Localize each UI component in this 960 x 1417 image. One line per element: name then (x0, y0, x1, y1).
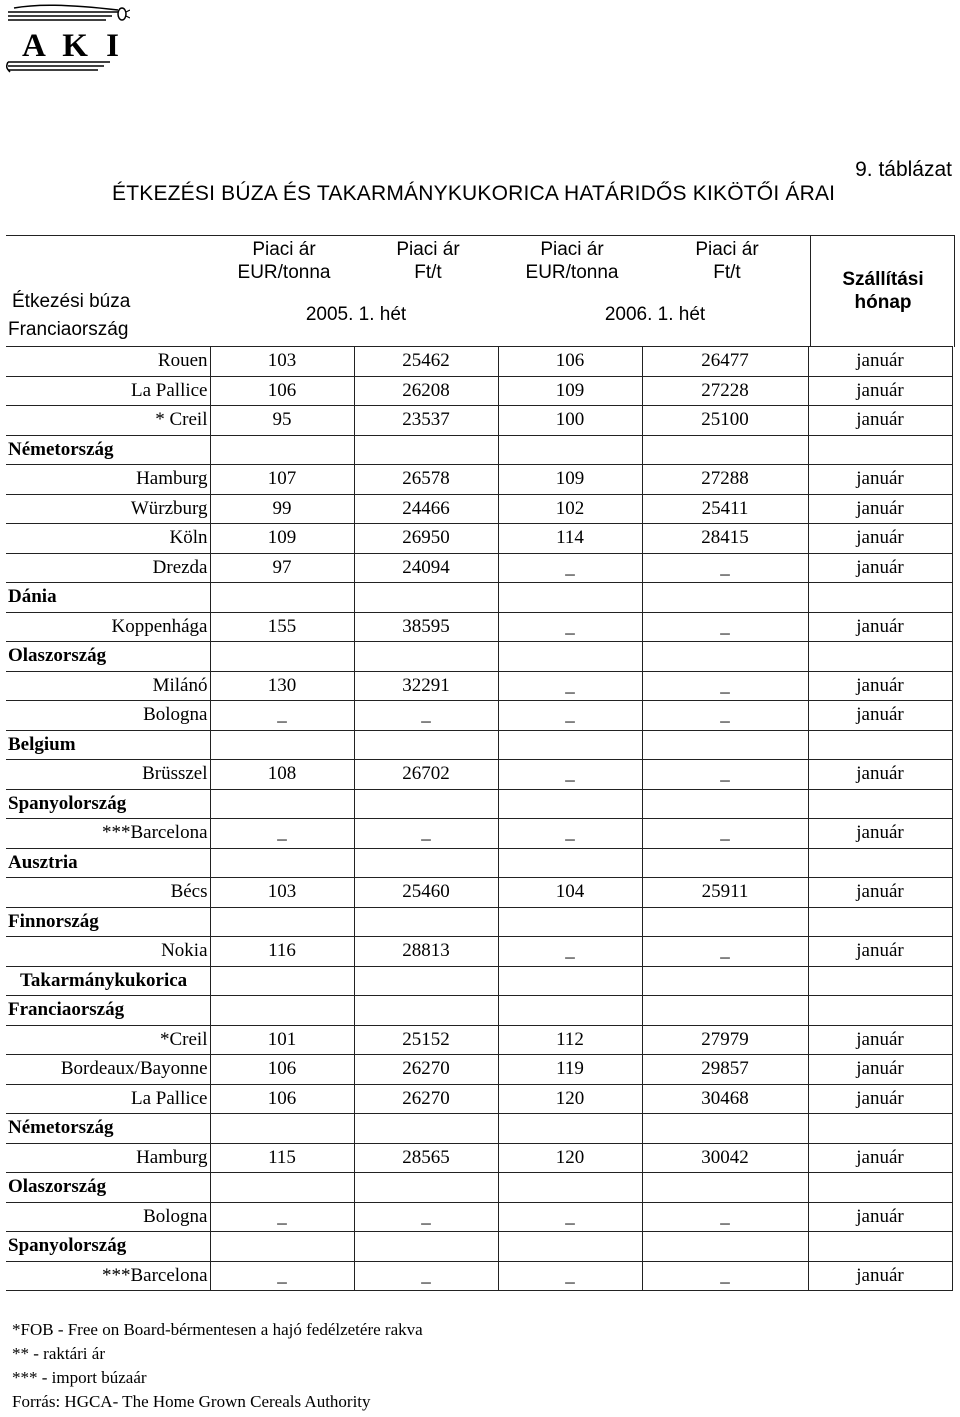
price-ft-2005: 26270 (354, 1084, 498, 1114)
price-eur-2006 (498, 435, 642, 465)
table-row (6, 376, 952, 406)
port-name: Rouen (6, 347, 210, 377)
footnote-storage: ** - raktári ár (12, 1344, 105, 1363)
delivery-month (808, 435, 952, 465)
price-ft-2005 (354, 435, 498, 465)
table-row (6, 406, 952, 436)
price-ft-2005: 25462 (354, 347, 498, 377)
price-eur-2005: 116 (210, 937, 354, 967)
price-eur-2005: 108 (210, 760, 354, 790)
delivery-month (808, 966, 952, 996)
price-ft-2006: 30042 (642, 1143, 808, 1173)
price-ft-2005 (354, 583, 498, 613)
price-eur-2006 (498, 1232, 642, 1262)
country-row (6, 1173, 952, 1203)
table-row (6, 612, 952, 642)
price-eur-2006 (498, 583, 642, 613)
price-ft-2005 (354, 996, 498, 1026)
price-eur-2005: 97 (210, 553, 354, 583)
price-ft-2006 (642, 848, 808, 878)
price-ft-2005: 23537 (354, 406, 498, 436)
price-eur-2005 (210, 583, 354, 613)
price-eur-2006 (498, 848, 642, 878)
price-ft-2006: 25411 (642, 494, 808, 524)
country-row (6, 907, 952, 937)
country-row (6, 848, 952, 878)
price-ft-2006 (642, 996, 808, 1026)
country-label: Németország (6, 1114, 210, 1144)
price-ft-2005: 32291 (354, 671, 498, 701)
table-row (6, 494, 952, 524)
price-eur-2006: 114 (498, 524, 642, 554)
price-ft-2006: 30468 (642, 1084, 808, 1114)
delivery-month: január (808, 376, 952, 406)
delivery-month: január (808, 612, 952, 642)
country-label: Ausztria (6, 848, 210, 878)
price-eur-2005 (210, 642, 354, 672)
table-row (6, 1143, 952, 1173)
country-row (6, 642, 952, 672)
week-2006: 2006. 1. hét (604, 304, 706, 325)
price-ft-2005: _ (354, 701, 498, 731)
price-ft-2005: 25152 (354, 1025, 498, 1055)
price-eur-2005: _ (210, 1261, 354, 1291)
footnote-source: Forrás: HGCA- The Home Grown Cereals Authority (12, 1392, 371, 1411)
port-name: Nokia (6, 937, 210, 967)
footnote-import: *** - import búzaár (12, 1368, 147, 1387)
price-ft-2006 (642, 907, 808, 937)
price-eur-2006 (498, 966, 642, 996)
country-row (6, 1232, 952, 1262)
price-ft-2006: 27228 (642, 376, 808, 406)
table-row (6, 1202, 952, 1232)
country-row (6, 1114, 952, 1144)
price-eur-2005: 106 (210, 376, 354, 406)
price-eur-2006: _ (498, 671, 642, 701)
price-ft-2006: _ (642, 1202, 808, 1232)
delivery-month (808, 642, 952, 672)
price-eur-2006: 119 (498, 1055, 642, 1085)
price-eur-2005: 103 (210, 347, 354, 377)
delivery-month: január (808, 1055, 952, 1085)
port-name: Koppenhága (6, 612, 210, 642)
country-row (6, 583, 952, 613)
delivery-month: január (808, 553, 952, 583)
price-ft-2006 (642, 583, 808, 613)
table-row (6, 1261, 952, 1291)
port-name: Brüsszel (6, 760, 210, 790)
table-row (6, 671, 952, 701)
price-eur-2006: 120 (498, 1084, 642, 1114)
col-header-ft-2005: Piaci ár Ft/t (396, 239, 460, 283)
port-name: Bordeaux/Bayonne (6, 1055, 210, 1085)
price-eur-2006: _ (498, 819, 642, 849)
delivery-month: január (808, 406, 952, 436)
price-ft-2006: 25100 (642, 406, 808, 436)
delivery-month: január (808, 671, 952, 701)
price-ft-2006 (642, 966, 808, 996)
price-eur-2005 (210, 966, 354, 996)
price-eur-2006: 109 (498, 376, 642, 406)
delivery-month: január (808, 1143, 952, 1173)
price-ft-2006: 27288 (642, 465, 808, 495)
table-row (6, 760, 952, 790)
price-ft-2005 (354, 848, 498, 878)
price-ft-2005 (354, 1232, 498, 1262)
price-ft-2005: 26578 (354, 465, 498, 495)
country-label: Olaszország (6, 642, 210, 672)
price-eur-2005: 103 (210, 878, 354, 908)
price-eur-2005 (210, 848, 354, 878)
price-eur-2006 (498, 1173, 642, 1203)
price-eur-2005 (210, 907, 354, 937)
price-ft-2005: _ (354, 819, 498, 849)
price-ft-2006 (642, 642, 808, 672)
delivery-month: január (808, 1202, 952, 1232)
delivery-month (808, 1173, 952, 1203)
country-label: Dánia (6, 583, 210, 613)
col-header-ft-2006: Piaci ár Ft/t (695, 239, 759, 283)
price-table (6, 346, 953, 1291)
section-label: Takarmánykukorica (6, 966, 210, 996)
delivery-month: január (808, 494, 952, 524)
price-ft-2005: _ (354, 1261, 498, 1291)
footnotes (12, 1318, 423, 1414)
price-ft-2005: 24466 (354, 494, 498, 524)
price-eur-2006: _ (498, 937, 642, 967)
col-header-eur-2005: Piaci ár EUR/tonna (237, 239, 331, 283)
week-2005: 2005. 1. hét (305, 304, 407, 325)
delivery-month (808, 848, 952, 878)
delivery-month (808, 789, 952, 819)
price-ft-2006: _ (642, 612, 808, 642)
port-name: Bologna (6, 701, 210, 731)
price-ft-2006: 26477 (642, 347, 808, 377)
delivery-month: január (808, 701, 952, 731)
country-label: Franciaország (6, 996, 210, 1026)
price-ft-2005: 28813 (354, 937, 498, 967)
price-eur-2005: 130 (210, 671, 354, 701)
price-eur-2006: 102 (498, 494, 642, 524)
port-name: * Creil (6, 406, 210, 436)
price-ft-2005: 26208 (354, 376, 498, 406)
price-eur-2006 (498, 1114, 642, 1144)
table-row (6, 878, 952, 908)
price-eur-2005: 106 (210, 1055, 354, 1085)
price-ft-2005 (354, 907, 498, 937)
price-eur-2005 (210, 730, 354, 760)
price-eur-2005 (210, 996, 354, 1026)
price-eur-2006: _ (498, 1261, 642, 1291)
price-ft-2005: 38595 (354, 612, 498, 642)
price-eur-2005: _ (210, 1202, 354, 1232)
table-number: 9. táblázat (855, 158, 952, 181)
port-name: La Pallice (6, 1084, 210, 1114)
first-country-label: Franciaország (8, 319, 129, 340)
col-header-delivery: Szállítási hónap (842, 269, 924, 313)
price-ft-2006: _ (642, 760, 808, 790)
price-eur-2005 (210, 1114, 354, 1144)
price-ft-2006: _ (642, 819, 808, 849)
price-eur-2006: 104 (498, 878, 642, 908)
country-row (6, 789, 952, 819)
country-label: Finnország (6, 907, 210, 937)
delivery-month: január (808, 878, 952, 908)
port-name: Milánó (6, 671, 210, 701)
price-eur-2005: 106 (210, 1084, 354, 1114)
port-name: La Pallice (6, 376, 210, 406)
country-label: Olaszország (6, 1173, 210, 1203)
price-eur-2005: 155 (210, 612, 354, 642)
price-eur-2006: 100 (498, 406, 642, 436)
price-ft-2006 (642, 789, 808, 819)
port-name: Hamburg (6, 1143, 210, 1173)
country-label: Belgium (6, 730, 210, 760)
table-row (6, 819, 952, 849)
price-eur-2006: 109 (498, 465, 642, 495)
port-name: Hamburg (6, 465, 210, 495)
price-ft-2005 (354, 789, 498, 819)
port-name: Drezda (6, 553, 210, 583)
country-row (6, 730, 952, 760)
price-eur-2006 (498, 642, 642, 672)
country-label: Spanyolország (6, 1232, 210, 1262)
delivery-month (808, 1232, 952, 1262)
price-eur-2006: _ (498, 701, 642, 731)
delivery-month (808, 907, 952, 937)
table-row (6, 347, 952, 377)
price-eur-2005: 109 (210, 524, 354, 554)
price-ft-2006 (642, 730, 808, 760)
price-ft-2006: 27979 (642, 1025, 808, 1055)
price-ft-2006 (642, 1114, 808, 1144)
price-ft-2005 (354, 730, 498, 760)
price-ft-2005: 25460 (354, 878, 498, 908)
price-ft-2006: 29857 (642, 1055, 808, 1085)
price-eur-2005: 99 (210, 494, 354, 524)
port-name: ***Barcelona (6, 819, 210, 849)
delivery-month: január (808, 1084, 952, 1114)
table-row (6, 1025, 952, 1055)
price-eur-2006: _ (498, 553, 642, 583)
price-ft-2005: _ (354, 1202, 498, 1232)
table-row (6, 701, 952, 731)
country-label: Spanyolország (6, 789, 210, 819)
price-ft-2005 (354, 966, 498, 996)
price-ft-2005: 26702 (354, 760, 498, 790)
price-ft-2005: 28565 (354, 1143, 498, 1173)
table-row (6, 1055, 952, 1085)
price-eur-2006: _ (498, 1202, 642, 1232)
price-ft-2005 (354, 642, 498, 672)
price-eur-2005 (210, 435, 354, 465)
country-row (6, 996, 952, 1026)
delivery-month (808, 1114, 952, 1144)
price-eur-2005 (210, 789, 354, 819)
price-eur-2006: 120 (498, 1143, 642, 1173)
price-eur-2006 (498, 730, 642, 760)
price-ft-2005: 24094 (354, 553, 498, 583)
price-eur-2006 (498, 789, 642, 819)
port-name: Bologna (6, 1202, 210, 1232)
port-name: ***Barcelona (6, 1261, 210, 1291)
port-name: *Creil (6, 1025, 210, 1055)
delivery-month: január (808, 819, 952, 849)
price-ft-2006: _ (642, 1261, 808, 1291)
port-name: Köln (6, 524, 210, 554)
price-ft-2005: 26270 (354, 1055, 498, 1085)
port-name: Würzburg (6, 494, 210, 524)
price-ft-2006: _ (642, 937, 808, 967)
price-ft-2005: 26950 (354, 524, 498, 554)
delivery-month: január (808, 347, 952, 377)
table-row (6, 1084, 952, 1114)
delivery-month: január (808, 524, 952, 554)
price-eur-2006 (498, 996, 642, 1026)
logo-text: A K I (22, 28, 125, 64)
price-eur-2006: _ (498, 760, 642, 790)
price-ft-2006 (642, 435, 808, 465)
price-eur-2005: 101 (210, 1025, 354, 1055)
delivery-month: január (808, 937, 952, 967)
price-eur-2006: _ (498, 612, 642, 642)
delivery-month (808, 583, 952, 613)
col-header-eur-2006: Piaci ár EUR/tonna (525, 239, 619, 283)
price-ft-2006: _ (642, 701, 808, 731)
delivery-month: január (808, 465, 952, 495)
delivery-month (808, 730, 952, 760)
price-ft-2005 (354, 1173, 498, 1203)
price-ft-2006: _ (642, 553, 808, 583)
price-eur-2006 (498, 907, 642, 937)
price-ft-2006 (642, 1173, 808, 1203)
price-eur-2005 (210, 1173, 354, 1203)
table-row (6, 937, 952, 967)
country-label: Németország (6, 435, 210, 465)
table-row (6, 524, 952, 554)
price-eur-2005: 115 (210, 1143, 354, 1173)
section-label-wheat: Étkezési búza (12, 291, 131, 312)
page-title: ÉTKEZÉSI BÚZA ÉS TAKARMÁNYKUKORICA HATÁRIDŐS KIKÖTŐI ÁRAI (112, 182, 836, 205)
footnote-fob: *FOB - Free on Board-bérmentesen a hajó fedélzetére rakva (12, 1320, 423, 1339)
price-eur-2005: 107 (210, 465, 354, 495)
delivery-month: január (808, 1261, 952, 1291)
country-row (6, 435, 952, 465)
section-row (6, 966, 952, 996)
delivery-month: január (808, 760, 952, 790)
port-name: Bécs (6, 878, 210, 908)
price-ft-2006 (642, 1232, 808, 1262)
delivery-month: január (808, 1025, 952, 1055)
table-row (6, 465, 952, 495)
delivery-month (808, 996, 952, 1026)
price-eur-2005: 95 (210, 406, 354, 436)
price-eur-2005 (210, 1232, 354, 1262)
price-ft-2005 (354, 1114, 498, 1144)
price-ft-2006: 28415 (642, 524, 808, 554)
price-eur-2006: 106 (498, 347, 642, 377)
price-ft-2006: _ (642, 671, 808, 701)
table-row (6, 553, 952, 583)
aki-logo (6, 4, 130, 74)
price-table-body (6, 347, 952, 1291)
price-eur-2005: _ (210, 701, 354, 731)
price-eur-2005: _ (210, 819, 354, 849)
price-eur-2006: 112 (498, 1025, 642, 1055)
price-ft-2006: 25911 (642, 878, 808, 908)
